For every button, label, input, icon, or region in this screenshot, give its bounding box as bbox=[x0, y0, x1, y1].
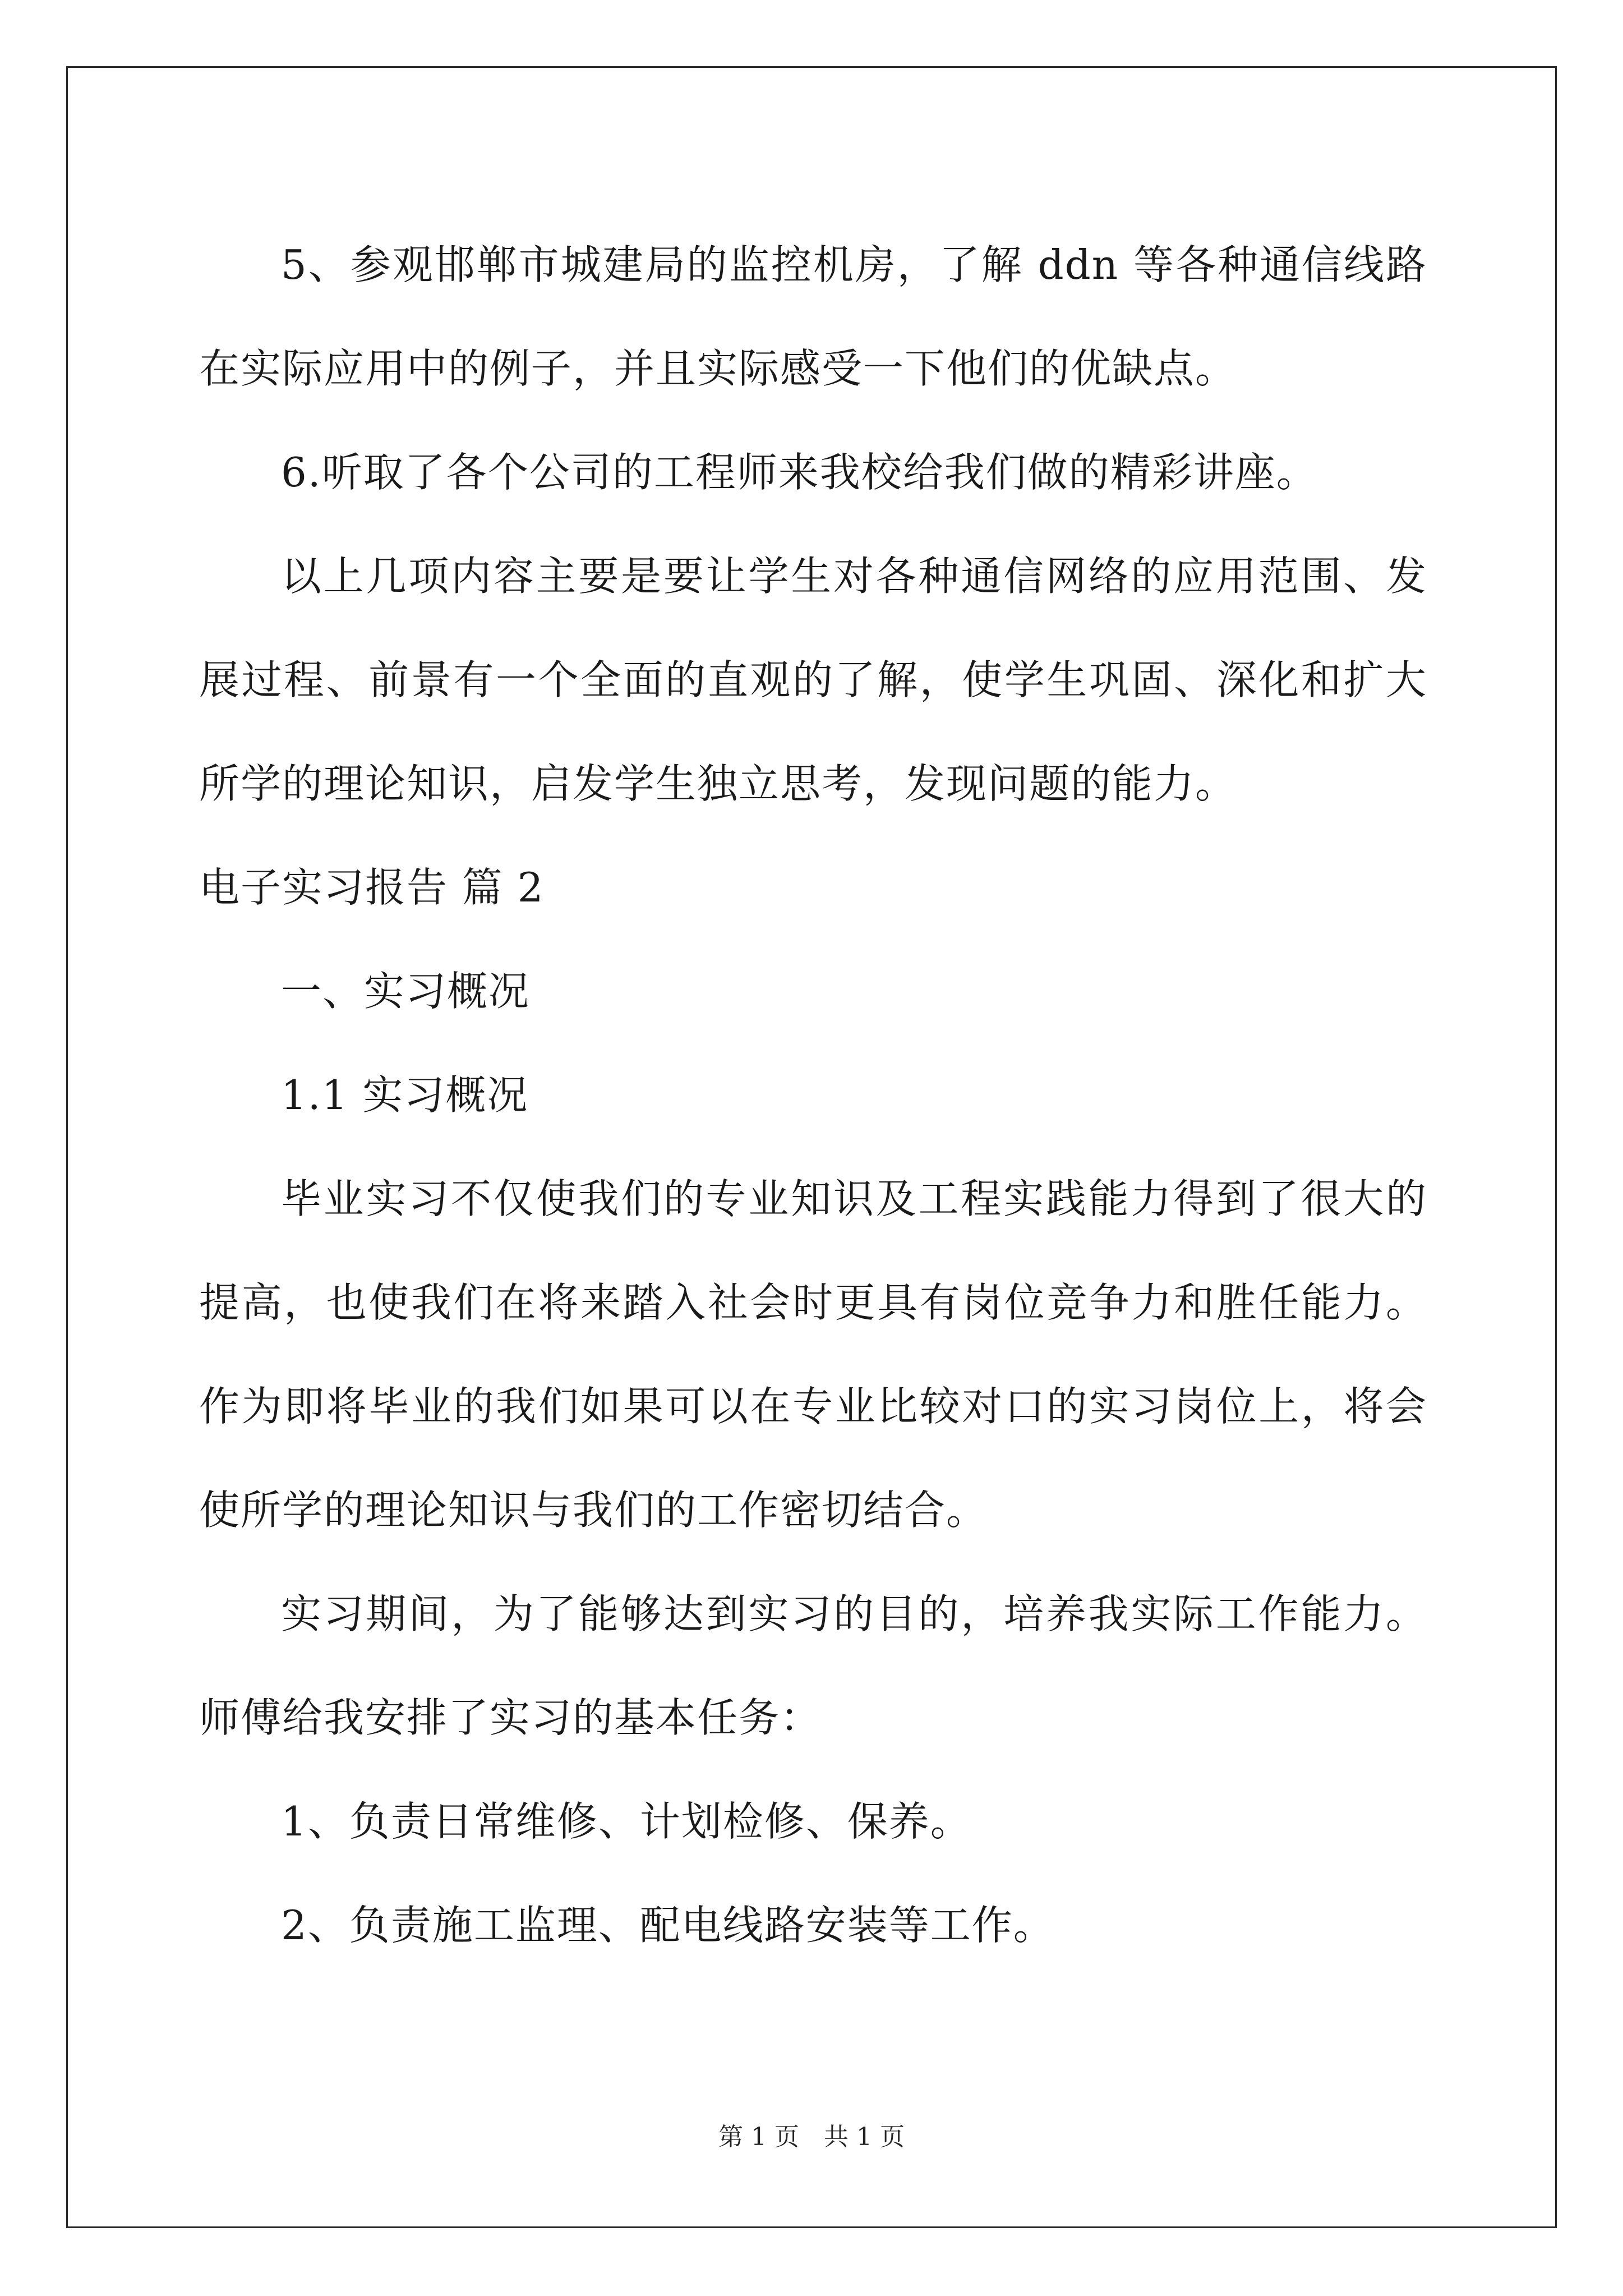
document-body bbox=[199, 213, 1427, 1977]
subheading-overview: 一、实习概况 bbox=[281, 968, 531, 1015]
page-footer: 第 1 页 共 1 页 bbox=[718, 2123, 905, 2151]
task-item-2: 2、负责施工监理、配电线路安装等工作。 bbox=[281, 1902, 1055, 1949]
paragraph-summary: 以上几项内容主要是要让学生对各种通信网络的应用范围、发展过程、前景有一个全面的直观的了解，使学生巩固、深化和扩大所学的理论知识，启发学生独立思考，发现问题的能力。 bbox=[199, 553, 1427, 807]
task-item-1: 1、负责日常维修、计划检修、保养。 bbox=[281, 1798, 972, 1845]
subheading-1-1: 1.1 实习概况 bbox=[281, 1071, 529, 1119]
paragraph-internship-intro: 毕业实习不仅使我们的专业知识及工程实践能力得到了很大的提高，也使我们在将来踏入社会时更具有岗位竞争力和胜任能力。作为即将毕业的我们如果可以在专业比较对口的实习岗位上，将会使所学的理论知识与我们的工作密切结合。 bbox=[199, 1175, 1427, 1534]
paragraph-item-5: 5、参观邯郸市城建局的监控机房，了解 ddn 等各种通信线路在实际应用中的例子，并且实际感受一下他们的优缺点。 bbox=[199, 241, 1427, 392]
section-heading: 电子实习报告 篇 2 bbox=[199, 864, 545, 911]
paragraph-tasks-intro: 实习期间，为了能够达到实习的目的，培养我实际工作能力。师傅给我安排了实习的基本任务： bbox=[199, 1590, 1427, 1741]
paragraph-item-6: 6.听取了各个公司的工程师来我校给我们做的精彩讲座。 bbox=[281, 449, 1318, 496]
